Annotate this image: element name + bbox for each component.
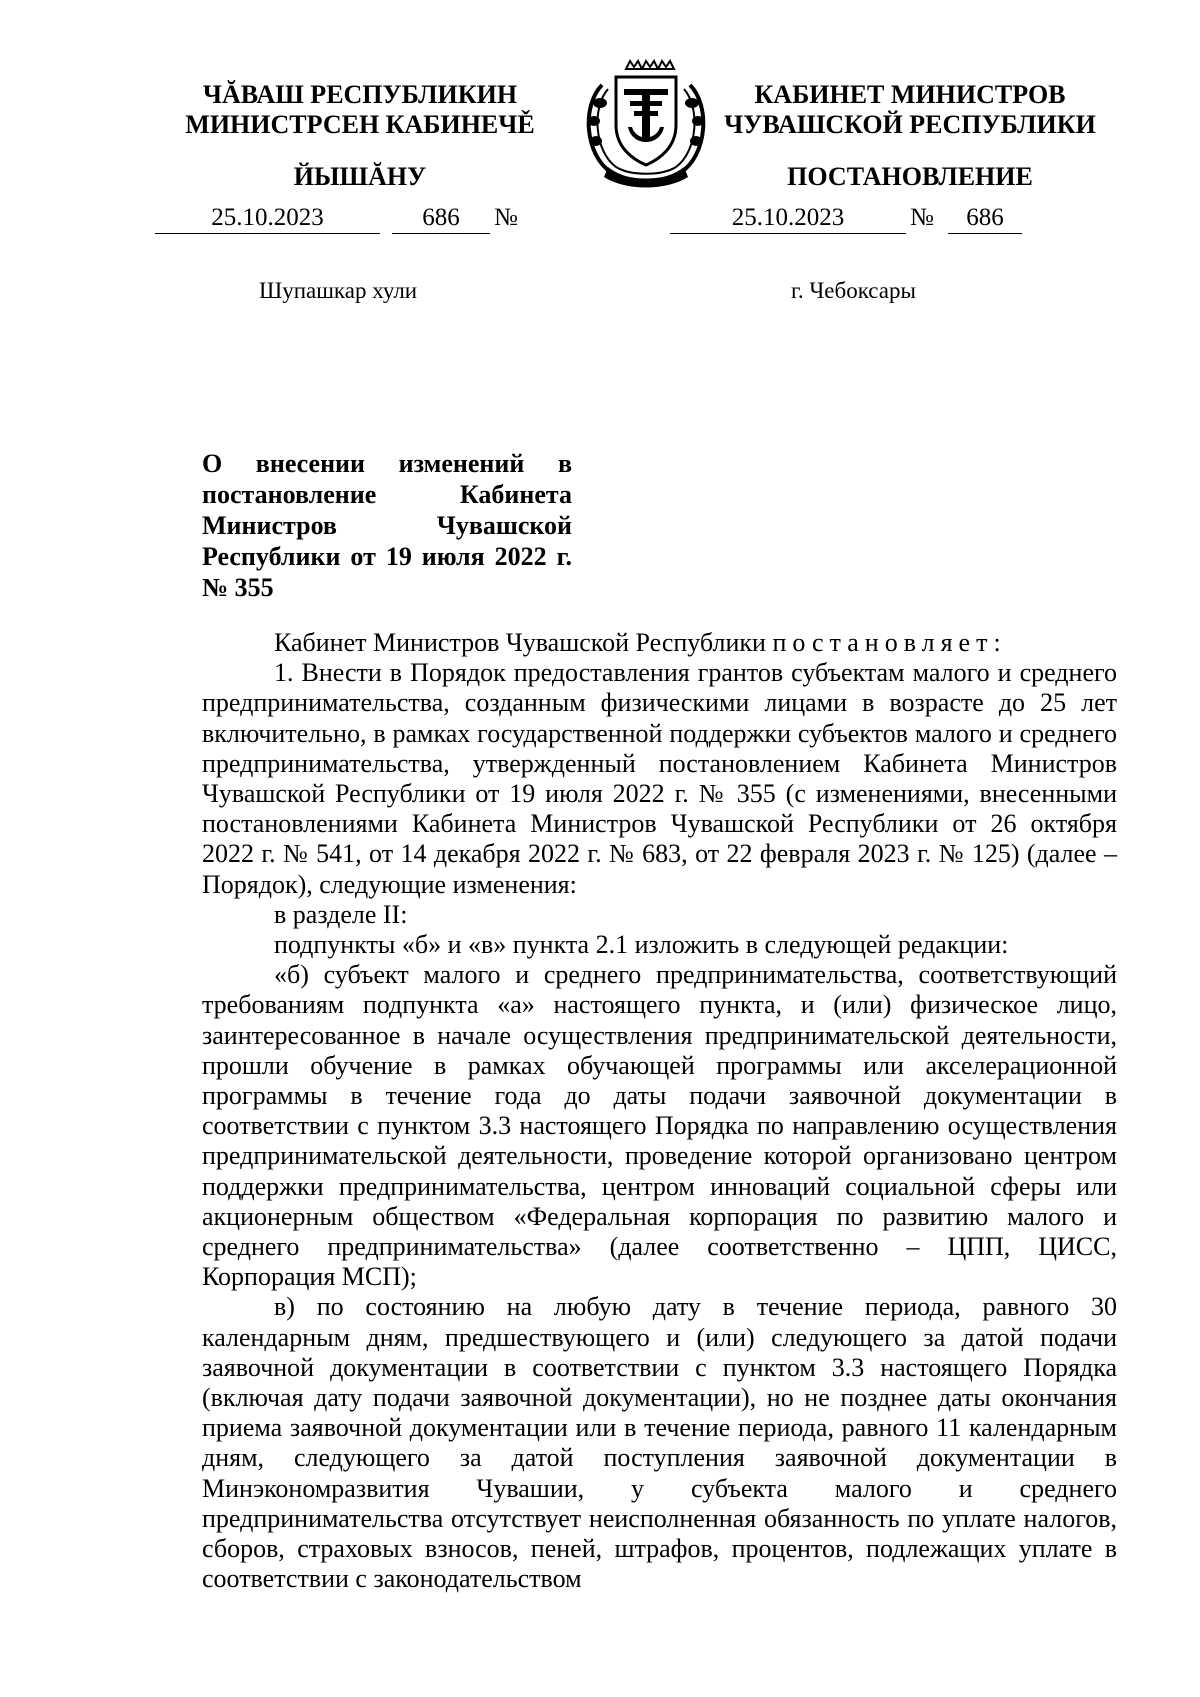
header-right-line2: ЧУВАШСКОЙ РЕСПУБЛИКИ xyxy=(724,110,1096,139)
reg-left-number-sign: № xyxy=(494,204,518,231)
reg-left-date: 25.10.2023 xyxy=(155,203,380,234)
doctype-right: ПОСТАНОВЛЕНИЕ xyxy=(787,162,1033,191)
preamble xyxy=(202,628,1117,658)
preamble-end: : xyxy=(993,628,1001,657)
body-paragraph: 1. Внести в Порядок предоставления грантов субъектам малого и среднего предпринимательства, созданным физическими лицами в возрасте до 25 лет включительно, в рамках государственной поддержки субъектов малого и среднего предпринимательства, утвержденный постановлением Кабинета Министров Чувашской Республики от 19 июля 2022 г. № 355 (с изменениями, внесенными постановлениями Кабинета Министров Чувашской Республики от 26 октября 2022 г. № 541, от 14 декабря 2022 г. № 683, от 22 февраля 2023 г. № 125) (далее – Порядок), следующие изменения: xyxy=(202,658,1117,899)
reg-right-number-sign: № xyxy=(910,204,934,231)
header-right-line1: КАБИНЕТ МИНИСТРОВ xyxy=(754,80,1066,109)
header-left-title xyxy=(160,80,560,140)
body-paragraph: «б) субъект малого и среднего предпринимательства, соответствующий требованиям подпункта «а» настоящего пункта, и (или) физическое лицо, заинтересованное в начале осуществления предпринимательской деятельности, прошли обучение в рамках обучающей программы или акселерационной программы в течение года до даты подачи заявочной документации в соответствии с пунктом 3.3 настоящего Порядка по направлению осуществления предпринимательской деятельности, проведение которой организовано центром поддержки предпринимательства, центром инноваций социальной сферы или акционерным обществом «Федеральная корпорация по развитию малого и среднего предпринимательства» (далее соответственно – ЦПП, ЦИСС, Корпорация МСП); xyxy=(202,960,1117,1292)
place-left: Шупашкар хули xyxy=(259,278,418,303)
document-subject: О внесении изменений в постановление Кабинета Министров Чувашской Республики от 19 июля 2022 г. № 355 xyxy=(202,449,572,602)
emblem-icon xyxy=(572,55,720,190)
header-right-title xyxy=(700,80,1120,140)
body-paragraph: в) по состоянию на любую дату в течение периода, равного 30 календарным дням, предшествующего и (или) следующего за датой подачи заявочной документации в соответствии с пунктом 3.3 настоящего Порядка (включая дату подачи заявочной документации), но не позднее даты окончания приема заявочной документации или в течение периода, равного 11 календарным дням, следующего за датой поступления заявочной документации в Минэкономразвития Чувашии, у субъекта малого и среднего предпринимательства отсутствует неисполненная обязанность по уплате налогов, сборов, страховых взносов, пеней, штрафов, процентов, подлежащих уплате в соответствии с законодательством xyxy=(202,1292,1117,1594)
document-body xyxy=(202,628,1117,1595)
body-paragraph: подпункты «б» и «в» пункта 2.1 изложить в следующей редакции: xyxy=(274,930,1009,960)
preamble-spaced: постановляет xyxy=(772,628,994,657)
reg-right-date: 25.10.2023 xyxy=(670,203,906,234)
header-left-line2: МИНИСТРСЕН КАБИНЕЧĚ xyxy=(185,110,535,139)
reg-right-number: 686 xyxy=(948,203,1022,234)
preamble-start: Кабинет Министров Чувашской Республики xyxy=(274,628,773,657)
doctype-left: ЙЫШĂНУ xyxy=(293,162,427,191)
header-left-line1: ЧĂВАШ РЕСПУБЛИКИН xyxy=(202,80,518,109)
place-right: г. Чебоксары xyxy=(791,278,916,303)
body-paragraph: в разделе II: xyxy=(274,899,408,929)
reg-left-number: 686 xyxy=(392,203,490,234)
